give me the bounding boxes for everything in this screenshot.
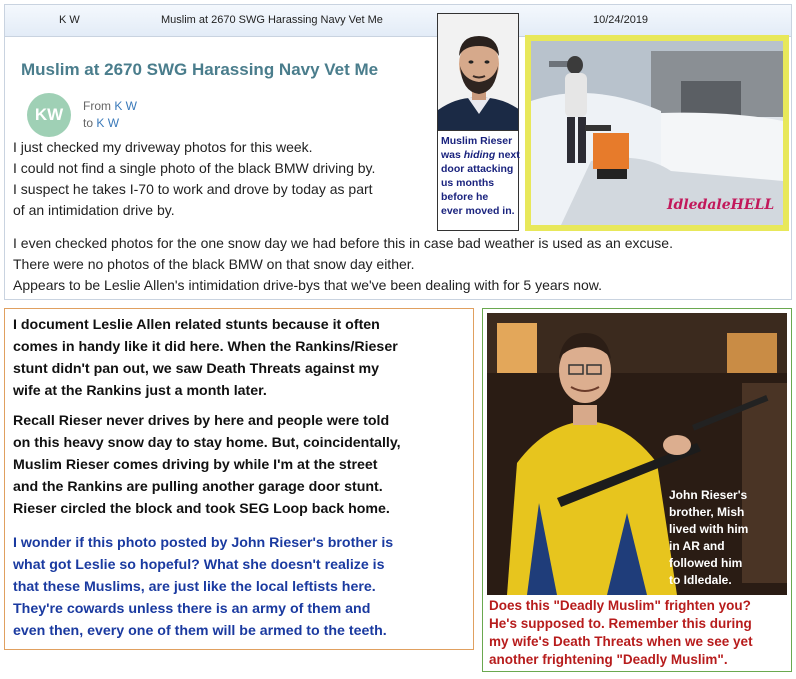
email-header-bar[interactable] (5, 5, 791, 37)
from-line (83, 99, 137, 113)
email-subject: Muslim at 2670 SWG Harassing Navy Vet Me (21, 60, 379, 79)
caption-line: us months (441, 177, 495, 189)
caption-line: was hiding next (441, 149, 520, 161)
to-name-link[interactable]: K W (96, 116, 120, 130)
commentary-blue-line: even then, every one of them will be armed to the teeth. (13, 623, 387, 639)
gun-panel-text-line: my wife's Death Threats when we see yet (489, 634, 753, 649)
gun-photo-panel (482, 308, 792, 672)
gun-panel-text-line: Does this "Deadly Muslim" frighten you? (489, 598, 751, 613)
caption-line: brother, Mish (669, 505, 745, 519)
from-name-link[interactable]: K W (114, 99, 138, 113)
caption-line: Muslim Rieser (441, 135, 513, 147)
commentary-line: wife at the Rankins just a month later. (13, 383, 267, 399)
gun-photo-caption (669, 487, 748, 589)
man-photo-caption (437, 131, 519, 231)
commentary-blue-line: They're cowards unless there is an army of them and (13, 601, 371, 617)
to-label: to (83, 116, 94, 130)
caption-line: followed him (669, 556, 743, 570)
email-body-line: There were no photos of the black BMW on that snow day either. (13, 256, 415, 272)
caption-line: ever moved in. (441, 205, 515, 217)
caption-line: in AR and (669, 539, 725, 553)
commentary-line: I document Leslie Allen related stunts because it often (13, 317, 380, 333)
email-body-line: I could not find a single photo of the black BMW driving by. (13, 160, 376, 176)
caption-line: to Idledale. (669, 573, 732, 587)
gun-panel-text-line: another frightening "Deadly Muslim". (489, 652, 728, 667)
commentary-textbox (4, 308, 474, 650)
to-line (83, 116, 119, 130)
commentary-blue-line: what got Leslie so hopeful? What she doesn't realize is (13, 557, 385, 573)
commentary-blue-line: I wonder if this photo posted by John Rieser's brother is (13, 535, 394, 551)
commentary-line: Recall Rieser never drives by here and people were told (13, 413, 390, 429)
email-body-line: of an intimidation drive by. (13, 202, 175, 218)
commentary-blue-line: that these Muslims, are just like the local leftists here. (13, 579, 376, 595)
commentary-line: on this heavy snow day to stay home. But, coincidentally, (13, 435, 401, 451)
caption-line: before he (441, 191, 489, 203)
email-body-line: Appears to be Leslie Allen's intimidation drive-bys that we've been dealing with for 5 years now. (13, 277, 603, 293)
email-body-line: I suspect he takes I-70 to work and drove by today as part (13, 181, 373, 197)
email-body-line: I just checked my driveway photos for this week. (13, 139, 313, 155)
snow-photo-label: IdledaleHELL (667, 197, 775, 213)
gun-panel-text-line: He's supposed to. Remember this during (489, 616, 752, 631)
email-body-line: I even checked photos for the one snow day we had before this in case bad weather is used as an excuse. (13, 235, 673, 251)
from-label: From (83, 99, 111, 113)
man-portrait-photo (437, 13, 519, 131)
caption-line: door attacking (441, 163, 514, 175)
commentary-line: comes in handy like it did here. When the Rankins/Rieser (13, 339, 398, 355)
commentary-line: stunt didn't pan out, we saw Death Threats against my (13, 361, 379, 377)
snow-photo-frame (525, 35, 789, 231)
email-panel (4, 4, 792, 300)
header-subject: Muslim at 2670 SWG Harassing Navy Vet Me (161, 14, 383, 26)
commentary-line: Muslim Rieser comes driving by while I'm at the street (13, 457, 378, 473)
caption-line: John Rieser's (669, 488, 748, 502)
header-sender: K W (59, 14, 80, 26)
commentary-line: and the Rankins are pulling another garage door stunt. (13, 479, 383, 495)
commentary-line: Rieser circled the block and took SEG Loop back home. (13, 501, 390, 517)
avatar[interactable]: KW (27, 93, 71, 137)
header-date: 10/24/2019 (593, 14, 649, 26)
caption-line: lived with him (669, 522, 749, 536)
